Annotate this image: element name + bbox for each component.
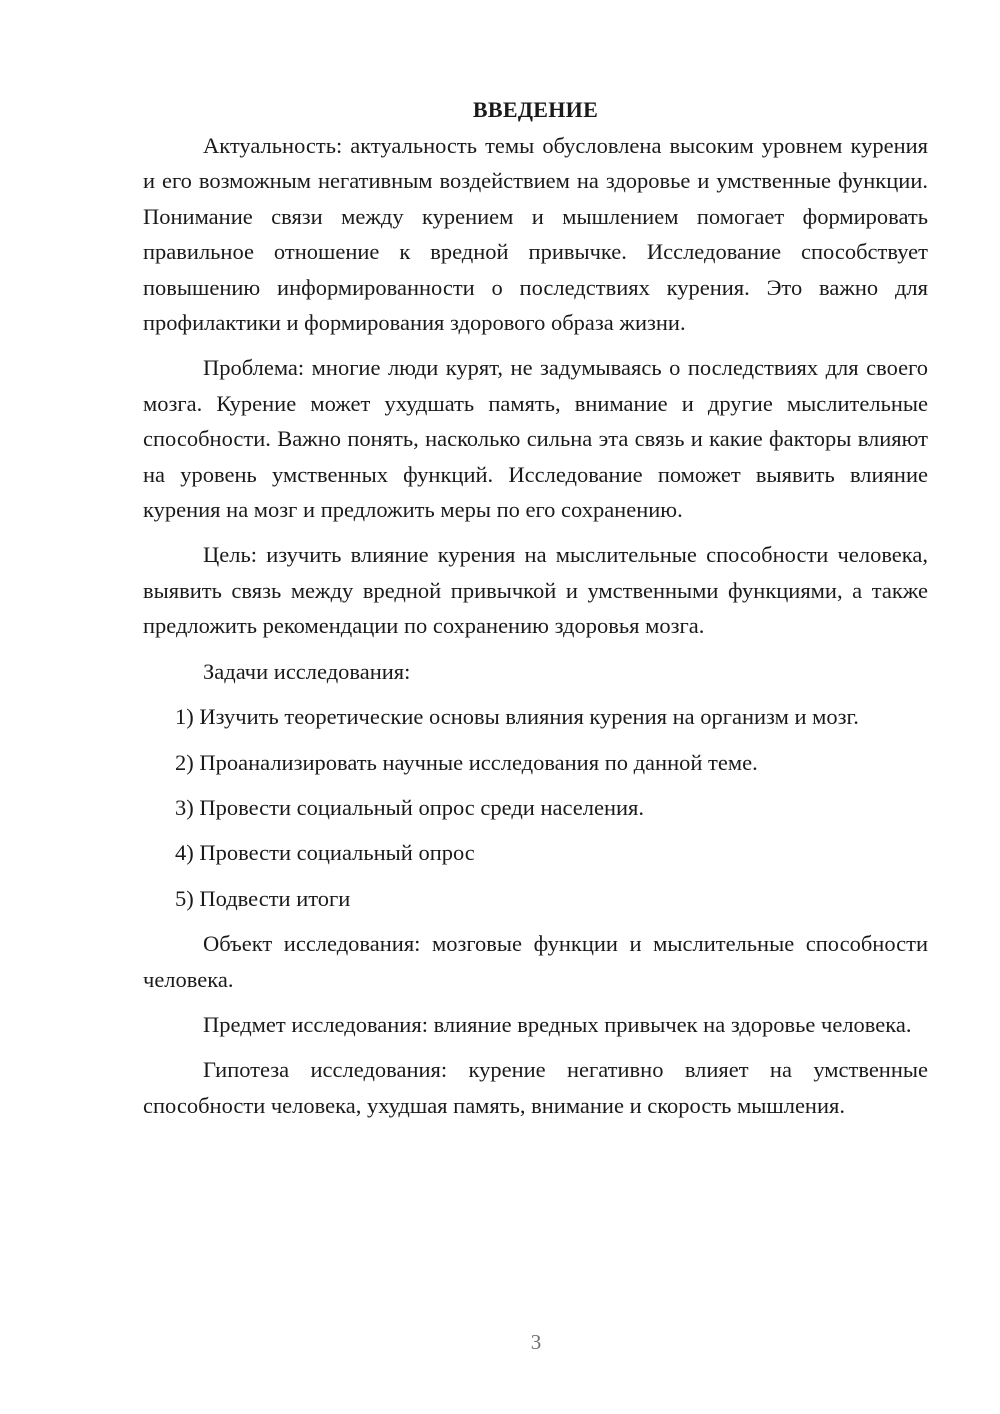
- page-number: 3: [530, 1330, 542, 1354]
- document-page: [143, 94, 928, 1133]
- page-title: ВВЕДЕНИЕ: [472, 97, 599, 122]
- goal-paragraph: Цель: изучить влияние курения на мыслительные способности человека, выявить связь между вредной привычкой и умственными функциями, а также предложить рекомендации по сохранению здоровья мозга.: [143, 542, 928, 639]
- subject-paragraph: Предмет исследования: влияние вредных привычек на здоровье человека.: [203, 1011, 912, 1037]
- task-item: 2) Проанализировать научные исследования по данной теме.: [175, 749, 758, 775]
- task-item: 1) Изучить теоретические основы влияния курения на организм и мозг.: [175, 704, 859, 730]
- object-paragraph: Объект исследования: мозговые функции и мыслительные способности человека.: [143, 931, 928, 992]
- tasks-heading: Задачи исследования:: [203, 658, 411, 684]
- task-item: 4) Провести социальный опрос: [175, 840, 475, 866]
- problem-paragraph: Проблема: многие люди курят, не задумываясь о последствиях для своего мозга. Курение может ухудшать память, внимание и другие мыслительные способности. Важно понять, насколько сильна эта связь и какие факторы влияют на уровень умственных функций. Исследование поможет выявить влияние курения на мозг и предложить меры по его сохранению.: [143, 355, 928, 523]
- relevance-paragraph: Актуальность: актуальность темы обусловлена высоким уровнем курения и его возможным негативным воздействием на здоровье и умственные функции. Понимание связи между курением и мышлением помогает формировать правильное отношение к вредной привычке. Исследование способствует повышению информированности о последствиях курения. Это важно для профилактики и формирования здорового образа жизни.: [143, 133, 928, 336]
- hypothesis-paragraph: Гипотеза исследования: курение негативно влияет на умственные способности человека, ухудшая память, внимание и скорость мышления.: [143, 1057, 928, 1118]
- task-item: 3) Провести социальный опрос среди населения.: [175, 794, 645, 820]
- task-item: 5) Подвести итоги: [175, 885, 351, 911]
